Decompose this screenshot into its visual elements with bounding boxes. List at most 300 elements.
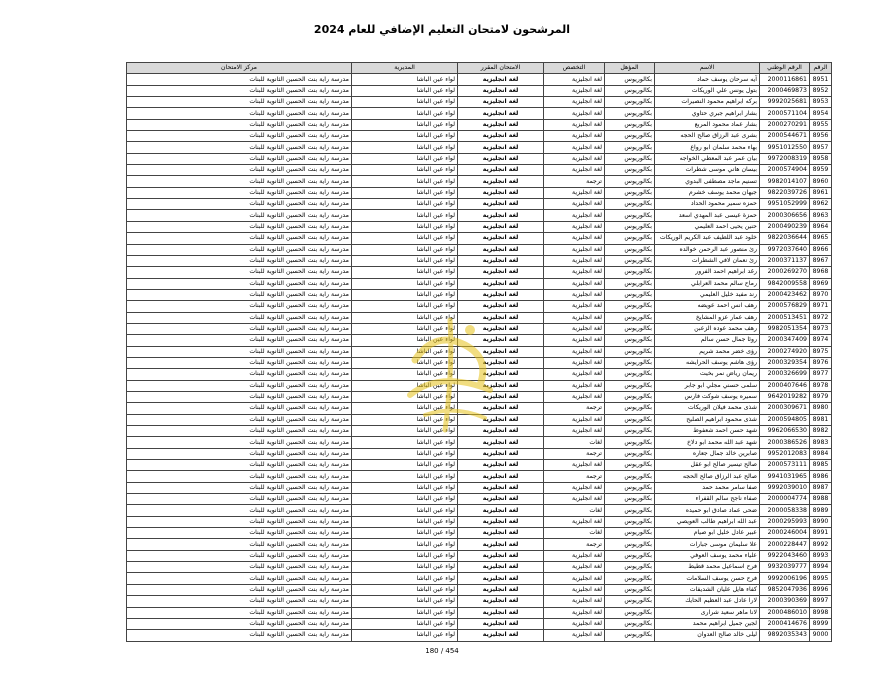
row-exam-center: مدرسة راية بنت الحسين الثانوية للبنات <box>127 596 352 607</box>
row-number: 8958 <box>810 153 832 164</box>
row-number: 8957 <box>810 142 832 153</box>
row-exam: لغة انجليزية <box>458 312 544 323</box>
row-national-id: 2000486010 <box>760 607 810 618</box>
row-directorate: لواء عين الباشا <box>352 471 458 482</box>
table-body <box>127 74 832 641</box>
table-row <box>127 142 832 153</box>
table-row <box>127 199 832 210</box>
row-directorate: لواء عين الباشا <box>352 323 458 334</box>
row-qualification: بكالوريوس <box>605 244 655 255</box>
row-qualification: بكالوريوس <box>605 233 655 244</box>
row-exam: لغة انجليزية <box>458 596 544 607</box>
row-number: 8995 <box>810 573 832 584</box>
row-directorate: لواء عين الباشا <box>352 357 458 368</box>
row-exam: لغة انجليزية <box>458 142 544 153</box>
table-row <box>127 233 832 244</box>
row-specialization: ترجمة <box>544 403 605 414</box>
row-qualification: بكالوريوس <box>605 471 655 482</box>
header-qualification: المؤهل <box>605 63 655 74</box>
row-exam-center: مدرسة راية بنت الحسين الثانوية للبنات <box>127 289 352 300</box>
row-specialization: لغة انجليزية <box>544 165 605 176</box>
row-number: 8964 <box>810 221 832 232</box>
row-name: رند مفيد خليل العليمي <box>655 289 760 300</box>
row-specialization: ترجمة <box>544 471 605 482</box>
row-number: 8961 <box>810 187 832 198</box>
table-row <box>127 471 832 482</box>
row-specialization: لغة انجليزية <box>544 153 605 164</box>
row-qualification: بكالوريوس <box>605 391 655 402</box>
row-exam-center: مدرسة راية بنت الحسين الثانوية للبنات <box>127 199 352 210</box>
row-exam-center: مدرسة راية بنت الحسين الثانوية للبنات <box>127 403 352 414</box>
row-exam-center: مدرسة راية بنت الحسين الثانوية للبنات <box>127 550 352 561</box>
row-exam-center: مدرسة راية بنت الحسين الثانوية للبنات <box>127 244 352 255</box>
row-number: 9000 <box>810 630 832 641</box>
row-name: صالح تيسير صالح ابو عقل <box>655 460 760 471</box>
table-row <box>127 244 832 255</box>
row-exam: لغة انجليزية <box>458 403 544 414</box>
row-name: عبد الله ابراهيم طالب العويصي <box>655 516 760 527</box>
row-name: علا سليمان موسى جبارات <box>655 539 760 550</box>
row-name: لارا عادل عبد العظيم الحايك <box>655 596 760 607</box>
table-row <box>127 573 832 584</box>
row-number: 8967 <box>810 255 832 266</box>
row-name: سميره يوسف شوكت فارس <box>655 391 760 402</box>
header-specialization: التخصص <box>544 63 605 74</box>
table-row <box>127 221 832 232</box>
row-directorate: لواء عين الباشا <box>352 255 458 266</box>
row-number: 8954 <box>810 108 832 119</box>
row-qualification: بكالوريوس <box>605 460 655 471</box>
row-qualification: بكالوريوس <box>605 562 655 573</box>
table-row <box>127 516 832 527</box>
row-number: 8977 <box>810 369 832 380</box>
row-specialization: لغة انجليزية <box>544 426 605 437</box>
row-name: شهد عبد الله محمد ابو دلاخ <box>655 437 760 448</box>
row-exam: لغة انجليزية <box>458 289 544 300</box>
row-qualification: بكالوريوس <box>605 108 655 119</box>
row-number: 8979 <box>810 391 832 402</box>
row-number: 8993 <box>810 550 832 561</box>
row-directorate: لواء عين الباشا <box>352 596 458 607</box>
row-qualification: بكالوريوس <box>605 539 655 550</box>
row-qualification: بكالوريوس <box>605 618 655 629</box>
row-number: 8984 <box>810 448 832 459</box>
row-exam: لغة انجليزية <box>458 584 544 595</box>
row-specialization: لغة انجليزية <box>544 187 605 198</box>
row-specialization: لغة انجليزية <box>544 562 605 573</box>
row-specialization: ترجمة <box>544 448 605 459</box>
table-row <box>127 528 832 539</box>
table-row <box>127 210 832 221</box>
table-row <box>127 426 832 437</box>
table-row <box>127 460 832 471</box>
row-specialization: لغة انجليزية <box>544 74 605 85</box>
candidates-table-container <box>126 62 831 642</box>
row-directorate: لواء عين الباشا <box>352 176 458 187</box>
row-directorate: لواء عين الباشا <box>352 630 458 641</box>
row-qualification: بكالوريوس <box>605 187 655 198</box>
table-row <box>127 289 832 300</box>
row-name: بشار ابراهيم جبري حتاوي <box>655 108 760 119</box>
header-name: الاسم <box>655 63 760 74</box>
row-qualification: بكالوريوس <box>605 550 655 561</box>
row-national-id: 9932039777 <box>760 562 810 573</box>
row-national-id: 2000246004 <box>760 528 810 539</box>
row-specialization: لغة انجليزية <box>544 278 605 289</box>
row-qualification: بكالوريوس <box>605 199 655 210</box>
row-number: 8990 <box>810 516 832 527</box>
row-number: 8986 <box>810 471 832 482</box>
table-row <box>127 119 832 130</box>
row-qualification: بكالوريوس <box>605 153 655 164</box>
row-exam-center: مدرسة راية بنت الحسين الثانوية للبنات <box>127 119 352 130</box>
row-number: 8951 <box>810 74 832 85</box>
row-specialization: لغة انجليزية <box>544 391 605 402</box>
row-qualification: بكالوريوس <box>605 448 655 459</box>
row-exam: لغة انجليزية <box>458 550 544 561</box>
row-number: 8972 <box>810 312 832 323</box>
row-exam-center: مدرسة راية بنت الحسين الثانوية للبنات <box>127 97 352 108</box>
row-number: 8970 <box>810 289 832 300</box>
row-directorate: لواء عين الباشا <box>352 539 458 550</box>
row-exam-center: مدرسة راية بنت الحسين الثانوية للبنات <box>127 255 352 266</box>
row-directorate: لواء عين الباشا <box>352 97 458 108</box>
row-number: 8989 <box>810 505 832 516</box>
row-exam-center: مدرسة راية بنت الحسين الثانوية للبنات <box>127 233 352 244</box>
table-row <box>127 448 832 459</box>
row-name: رؤى خضر محمد شريم <box>655 346 760 357</box>
row-specialization: لغة انجليزية <box>544 131 605 142</box>
row-exam-center: مدرسة راية بنت الحسين الثانوية للبنات <box>127 369 352 380</box>
row-national-id: 2000326699 <box>760 369 810 380</box>
row-qualification: بكالوريوس <box>605 426 655 437</box>
row-number: 8953 <box>810 97 832 108</box>
row-directorate: لواء عين الباشا <box>352 573 458 584</box>
row-specialization: لغة انجليزية <box>544 233 605 244</box>
row-qualification: بكالوريوس <box>605 346 655 357</box>
row-exam-center: مدرسة راية بنت الحسين الثانوية للبنات <box>127 516 352 527</box>
row-national-id: 9642019282 <box>760 391 810 402</box>
row-qualification: بكالوريوس <box>605 267 655 278</box>
row-directorate: لواء عين الباشا <box>352 278 458 289</box>
row-exam: لغة انجليزية <box>458 426 544 437</box>
row-name: حمزه سمير محمود الحداد <box>655 199 760 210</box>
row-qualification: بكالوريوس <box>605 278 655 289</box>
row-name: فرح اسماعيل محمد قطيط <box>655 562 760 573</box>
row-national-id: 2000058338 <box>760 505 810 516</box>
row-national-id: 2000576829 <box>760 301 810 312</box>
row-exam: لغة انجليزية <box>458 210 544 221</box>
row-specialization: لغة انجليزية <box>544 312 605 323</box>
row-exam: لغة انجليزية <box>458 187 544 198</box>
row-exam-center: مدرسة راية بنت الحسين الثانوية للبنات <box>127 380 352 391</box>
row-qualification: بكالوريوس <box>605 301 655 312</box>
row-directorate: لواء عين الباشا <box>352 403 458 414</box>
header-directorate: المديرية <box>352 63 458 74</box>
row-number: 8959 <box>810 165 832 176</box>
table-row <box>127 187 832 198</box>
row-exam-center: مدرسة راية بنت الحسين الثانوية للبنات <box>127 437 352 448</box>
row-directorate: لواء عين الباشا <box>352 267 458 278</box>
row-exam: لغة انجليزية <box>458 539 544 550</box>
row-exam-center: مدرسة راية بنت الحسين الثانوية للبنات <box>127 562 352 573</box>
row-number: 8999 <box>810 618 832 629</box>
row-qualification: بكالوريوس <box>605 165 655 176</box>
table-row <box>127 550 832 561</box>
table-row <box>127 85 832 96</box>
row-exam-center: مدرسة راية بنت الحسين الثانوية للبنات <box>127 165 352 176</box>
row-specialization: لغة انجليزية <box>544 584 605 595</box>
row-directorate: لواء عين الباشا <box>352 108 458 119</box>
row-specialization: لغة انجليزية <box>544 573 605 584</box>
row-directorate: لواء عين الباشا <box>352 335 458 346</box>
row-number: 8965 <box>810 233 832 244</box>
row-name: فرح حسن يوسف السلامات <box>655 573 760 584</box>
row-name: رغد ابراهيم احمد الفرور <box>655 267 760 278</box>
row-specialization: لغة انجليزية <box>544 85 605 96</box>
row-specialization: لغات <box>544 437 605 448</box>
row-exam: لغة انجليزية <box>458 176 544 187</box>
table-row <box>127 278 832 289</box>
row-name: رهف محمد عوده الزعبن <box>655 323 760 334</box>
row-exam: لغة انجليزية <box>458 301 544 312</box>
row-national-id: 9992006196 <box>760 573 810 584</box>
row-number: 8960 <box>810 176 832 187</box>
row-directorate: لواء عين الباشا <box>352 131 458 142</box>
row-exam-center: مدرسة راية بنت الحسين الثانوية للبنات <box>127 187 352 198</box>
row-exam-center: مدرسة راية بنت الحسين الثانوية للبنات <box>127 278 352 289</box>
page-title: المرشحون لامتحان التعليم الإضافي للعام 2024 <box>313 23 571 36</box>
row-directorate: لواء عين الباشا <box>352 391 458 402</box>
row-qualification: بكالوريوس <box>605 255 655 266</box>
row-qualification: بكالوريوس <box>605 607 655 618</box>
row-name: سلمى حسني مجلي ابو جابر <box>655 380 760 391</box>
row-exam-center: مدرسة راية بنت الحسين الثانوية للبنات <box>127 618 352 629</box>
row-exam: لغة انجليزية <box>458 471 544 482</box>
row-name: جيهان محمد يوسف خشرم <box>655 187 760 198</box>
row-number: 8988 <box>810 494 832 505</box>
row-exam: لغة انجليزية <box>458 528 544 539</box>
row-national-id: 2000573111 <box>760 460 810 471</box>
row-directorate: لواء عين الباشا <box>352 460 458 471</box>
row-qualification: بكالوريوس <box>605 85 655 96</box>
row-national-id: 2000347409 <box>760 335 810 346</box>
table-row <box>127 255 832 266</box>
table-row <box>127 539 832 550</box>
row-specialization: لغة انجليزية <box>544 289 605 300</box>
table-row <box>127 323 832 334</box>
row-exam: لغة انجليزية <box>458 335 544 346</box>
row-number: 8962 <box>810 199 832 210</box>
row-specialization: لغة انجليزية <box>544 596 605 607</box>
row-qualification: بكالوريوس <box>605 528 655 539</box>
row-qualification: بكالوريوس <box>605 119 655 130</box>
row-exam-center: مدرسة راية بنت الحسين الثانوية للبنات <box>127 131 352 142</box>
row-name: رهف انس احمد عويضه <box>655 301 760 312</box>
row-directorate: لواء عين الباشا <box>352 74 458 85</box>
row-exam-center: مدرسة راية بنت الحسين الثانوية للبنات <box>127 494 352 505</box>
row-exam-center: مدرسة راية بنت الحسين الثانوية للبنات <box>127 482 352 493</box>
row-number: 8992 <box>810 539 832 550</box>
table-row <box>127 618 832 629</box>
row-name: حمزة عيسى عبد المهدي اسعد <box>655 210 760 221</box>
row-exam: لغة انجليزية <box>458 618 544 629</box>
row-qualification: بكالوريوس <box>605 335 655 346</box>
row-name: صفا سامر محمد حمد <box>655 482 760 493</box>
row-directorate: لواء عين الباشا <box>352 516 458 527</box>
row-name: رئ نعمان لافي الشطرات <box>655 255 760 266</box>
row-national-id: 2000407646 <box>760 380 810 391</box>
row-directorate: لواء عين الباشا <box>352 528 458 539</box>
row-name: تسنيم ماجد مصطفى البدوي <box>655 176 760 187</box>
row-exam-center: مدرسة راية بنت الحسين الثانوية للبنات <box>127 528 352 539</box>
row-exam-center: مدرسة راية بنت الحسين الثانوية للبنات <box>127 426 352 437</box>
row-qualification: بكالوريوس <box>605 505 655 516</box>
row-number: 8974 <box>810 335 832 346</box>
row-national-id: 2000423462 <box>760 289 810 300</box>
row-name: بشار عماد محمود المربع <box>655 119 760 130</box>
row-name: بيان عمر عبد المعطي الخواجه <box>655 153 760 164</box>
row-qualification: بكالوريوس <box>605 403 655 414</box>
row-exam-center: مدرسة راية بنت الحسين الثانوية للبنات <box>127 471 352 482</box>
row-national-id: 2000269270 <box>760 267 810 278</box>
row-specialization: لغة انجليزية <box>544 414 605 425</box>
row-specialization: لغة انجليزية <box>544 607 605 618</box>
row-qualification: بكالوريوس <box>605 494 655 505</box>
row-national-id: 2000386526 <box>760 437 810 448</box>
row-qualification: بكالوريوس <box>605 210 655 221</box>
row-name: شذى محمد فيلان الوريكات <box>655 403 760 414</box>
row-national-id: 9941031965 <box>760 471 810 482</box>
table-row <box>127 391 832 402</box>
row-directorate: لواء عين الباشا <box>352 426 458 437</box>
row-exam-center: مدرسة راية بنت الحسين الثانوية للبنات <box>127 630 352 641</box>
row-qualification: بكالوريوس <box>605 482 655 493</box>
table-row <box>127 437 832 448</box>
header-row <box>127 63 832 74</box>
row-name: شهد حسن احمد شعفوط <box>655 426 760 437</box>
row-directorate: لواء عين الباشا <box>352 482 458 493</box>
row-specialization: لغة انجليزية <box>544 97 605 108</box>
table-row <box>127 153 832 164</box>
row-name: صالح عبد الرزاق صالح الحجه <box>655 471 760 482</box>
row-directorate: لواء عين الباشا <box>352 210 458 221</box>
header-exam-center: مركز الامتحان <box>127 63 352 74</box>
row-national-id: 2000544671 <box>760 131 810 142</box>
row-number: 8966 <box>810 244 832 255</box>
row-exam-center: مدرسة راية بنت الحسين الثانوية للبنات <box>127 142 352 153</box>
row-national-id: 9922043460 <box>760 550 810 561</box>
row-name: رئ منصور عبد الرحمن خوالده <box>655 244 760 255</box>
row-specialization: ترجمة <box>544 539 605 550</box>
table-row <box>127 108 832 119</box>
row-exam-center: مدرسة راية بنت الحسين الثانوية للبنات <box>127 607 352 618</box>
row-qualification: بكالوريوس <box>605 437 655 448</box>
row-exam: لغة انجليزية <box>458 380 544 391</box>
row-exam: لغة انجليزية <box>458 199 544 210</box>
row-exam: لغة انجليزية <box>458 448 544 459</box>
row-name: رماح سالم محمد العرابلي <box>655 278 760 289</box>
row-number: 8985 <box>810 460 832 471</box>
row-exam: لغة انجليزية <box>458 437 544 448</box>
row-specialization: لغة انجليزية <box>544 380 605 391</box>
row-number: 8976 <box>810 357 832 368</box>
row-qualification: بكالوريوس <box>605 312 655 323</box>
row-exam: لغة انجليزية <box>458 323 544 334</box>
row-name: آيه سرحان يوسف حماد <box>655 74 760 85</box>
row-directorate: لواء عين الباشا <box>352 584 458 595</box>
table-row <box>127 346 832 357</box>
row-national-id: 2000228447 <box>760 539 810 550</box>
row-national-id: 2000116861 <box>760 74 810 85</box>
row-name: لانا ماهر سعيد شرارى <box>655 607 760 618</box>
row-qualification: بكالوريوس <box>605 584 655 595</box>
table-row <box>127 312 832 323</box>
row-number: 8991 <box>810 528 832 539</box>
row-specialization: لغات <box>544 528 605 539</box>
row-name: بركه ابراهيم محمود النصيرات <box>655 97 760 108</box>
row-exam-center: مدرسة راية بنت الحسين الثانوية للبنات <box>127 221 352 232</box>
row-specialization: لغة انجليزية <box>544 369 605 380</box>
table-row <box>127 369 832 380</box>
row-directorate: لواء عين الباشا <box>352 221 458 232</box>
row-exam: لغة انجليزية <box>458 255 544 266</box>
row-specialization: لغة انجليزية <box>544 482 605 493</box>
row-specialization: لغة انجليزية <box>544 494 605 505</box>
row-national-id: 2000469873 <box>760 85 810 96</box>
row-exam: لغة انجليزية <box>458 74 544 85</box>
row-national-id: 2000571104 <box>760 108 810 119</box>
row-qualification: بكالوريوس <box>605 380 655 391</box>
row-directorate: لواء عين الباشا <box>352 562 458 573</box>
row-exam: لغة انجليزية <box>458 414 544 425</box>
table-row <box>127 380 832 391</box>
row-directorate: لواء عين الباشا <box>352 199 458 210</box>
row-number: 8973 <box>810 323 832 334</box>
row-directorate: لواء عين الباشا <box>352 233 458 244</box>
table-row <box>127 403 832 414</box>
row-exam-center: مدرسة راية بنت الحسين الثانوية للبنات <box>127 573 352 584</box>
row-specialization: لغة انجليزية <box>544 221 605 232</box>
row-exam: لغة انجليزية <box>458 494 544 505</box>
row-number: 8994 <box>810 562 832 573</box>
row-exam-center: مدرسة راية بنت الحسين الثانوية للبنات <box>127 539 352 550</box>
row-national-id: 2000270291 <box>760 119 810 130</box>
table-row <box>127 584 832 595</box>
row-national-id: 9951052999 <box>760 199 810 210</box>
row-national-id: 9992025681 <box>760 97 810 108</box>
row-exam: لغة انجليزية <box>458 505 544 516</box>
table-row <box>127 357 832 368</box>
table-row <box>127 131 832 142</box>
row-directorate: لواء عين الباشا <box>352 119 458 130</box>
table-row <box>127 630 832 641</box>
row-number: 8983 <box>810 437 832 448</box>
row-name: رهف عمار عزو المشايخ <box>655 312 760 323</box>
row-name: ليلى خالد صالح العدوان <box>655 630 760 641</box>
row-exam: لغة انجليزية <box>458 108 544 119</box>
row-specialization: لغة انجليزية <box>544 357 605 368</box>
row-qualification: بكالوريوس <box>605 131 655 142</box>
row-specialization: لغة انجليزية <box>544 301 605 312</box>
row-national-id: 9822036644 <box>760 233 810 244</box>
row-directorate: لواء عين الباشا <box>352 380 458 391</box>
row-exam: لغة انجليزية <box>458 244 544 255</box>
row-directorate: لواء عين الباشا <box>352 346 458 357</box>
row-exam-center: مدرسة راية بنت الحسين الثانوية للبنات <box>127 74 352 85</box>
row-exam: لغة انجليزية <box>458 153 544 164</box>
row-specialization: لغة انجليزية <box>544 630 605 641</box>
